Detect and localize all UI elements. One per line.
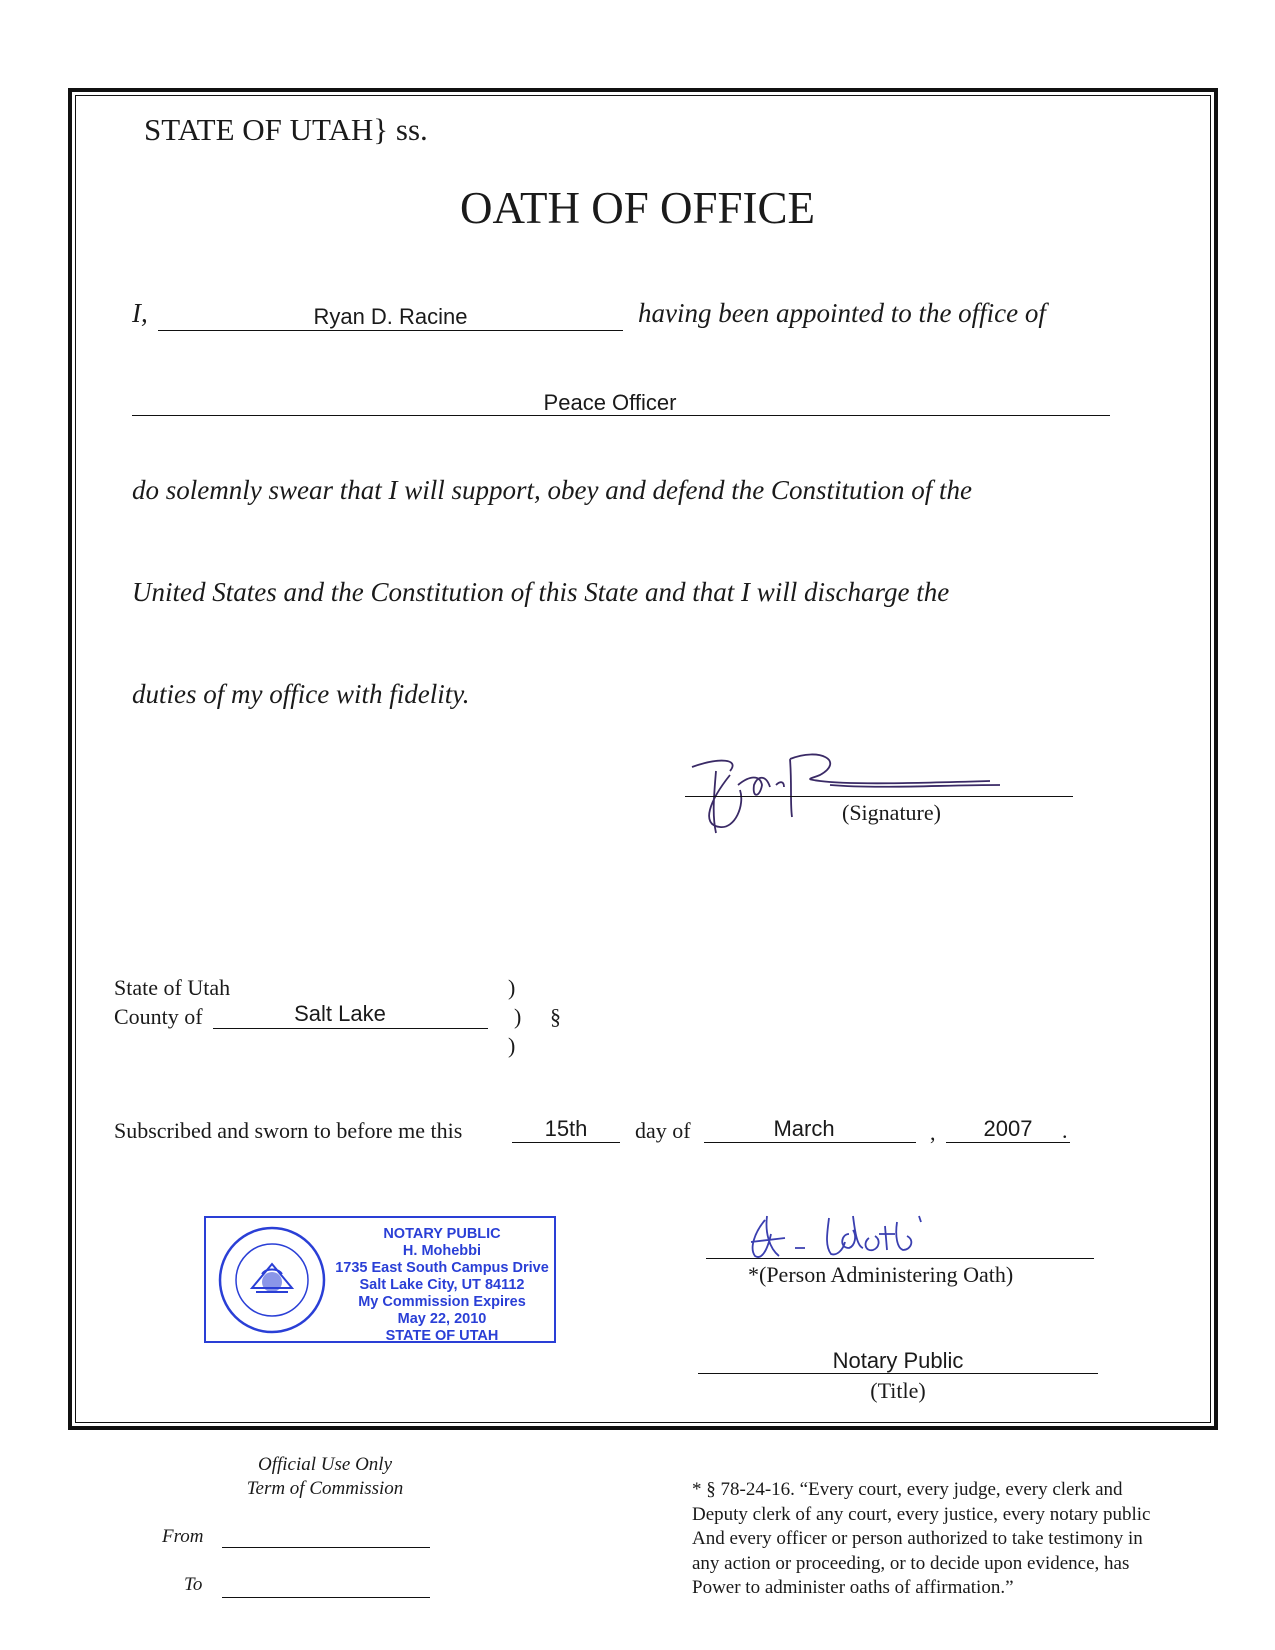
statute-footnote (692, 1478, 1150, 1601)
from-line (222, 1547, 430, 1548)
signature-line (685, 796, 1073, 797)
venue-state-label: State of Utah (114, 975, 231, 1000)
month-value: March (773, 1116, 835, 1141)
day-line (512, 1142, 620, 1143)
state-seal-image (216, 1224, 328, 1336)
to-line (222, 1597, 430, 1598)
appointed-text: having been appointed to the office of (638, 298, 1046, 328)
oath-line-3: duties of my office with fidelity. (132, 679, 470, 709)
stamp-line: H. Mohebbi (402, 1243, 482, 1259)
venue-county-label: County of (114, 1004, 203, 1029)
section-symbol: § (550, 1004, 561, 1029)
subscribed-text: Subscribed and sworn to before me this (114, 1118, 463, 1143)
year-line (946, 1142, 1070, 1143)
stamp-line: NOTARY PUBLIC (383, 1226, 501, 1242)
stamp-line: Salt Lake City, UT 84112 (359, 1277, 525, 1293)
period: . (1062, 1118, 1068, 1143)
pronoun-text: I, (132, 298, 148, 328)
county-value: Salt Lake (294, 1001, 386, 1026)
administrator-line (706, 1258, 1094, 1259)
from-label: From (162, 1526, 204, 1547)
notary-stamp (204, 1216, 556, 1343)
stamp-line: STATE OF UTAH (385, 1328, 499, 1344)
to-label: To (184, 1574, 203, 1595)
appointee-name: Ryan D. Racine (313, 304, 468, 329)
title-label: (Title) (870, 1378, 926, 1403)
statute-line: Power to administer oaths of affirmation.” (692, 1577, 1014, 1598)
statute-line: any action or proceeding, or to decide upon evidence, has (692, 1552, 1130, 1574)
stamp-line: My Commission Expires (358, 1294, 526, 1310)
statute-line: Deputy clerk of any court, every justice, every notary public (692, 1503, 1151, 1525)
official-use-heading: Official Use Only (257, 1454, 393, 1475)
month-line (704, 1142, 916, 1143)
oath-line-1: do solemnly swear that I will support, obey and defend the Constitution of the (132, 475, 972, 505)
year-value: 2007 (983, 1116, 1033, 1141)
oath-line-2: United States and the Constitution of this State and that I will discharge the (132, 577, 950, 607)
term-of-commission-heading: Term of Commission (246, 1478, 404, 1499)
day-of-text: day of (635, 1118, 691, 1143)
venue-paren: ) (514, 1004, 522, 1029)
state-ss-heading: STATE OF UTAH} ss. (144, 112, 428, 147)
stamp-line: May 22, 2010 (397, 1311, 487, 1327)
stamp-text-block (326, 1226, 558, 1345)
title-value: Notary Public (832, 1348, 964, 1373)
office-value: Peace Officer (543, 390, 677, 415)
name-line (158, 330, 623, 331)
signature-image (680, 745, 1020, 845)
day-value: 15th (544, 1116, 588, 1141)
administrator-signature-image (745, 1212, 1005, 1268)
administrator-label: *(Person Administering Oath) (748, 1262, 1014, 1287)
stamp-line: 1735 East South Campus Drive (335, 1260, 549, 1276)
document-title: OATH OF OFFICE (459, 183, 816, 233)
county-line (213, 1028, 488, 1029)
venue-paren: ) (508, 975, 516, 1000)
comma: , (930, 1120, 936, 1145)
venue-paren: ) (508, 1033, 516, 1058)
signature-label: (Signature) (842, 800, 941, 825)
statute-line: * § 78-24-16. “Every court, every judge, every clerk and (692, 1479, 1123, 1500)
statute-line: And every officer or person authorized to take testimony in (692, 1528, 1143, 1549)
